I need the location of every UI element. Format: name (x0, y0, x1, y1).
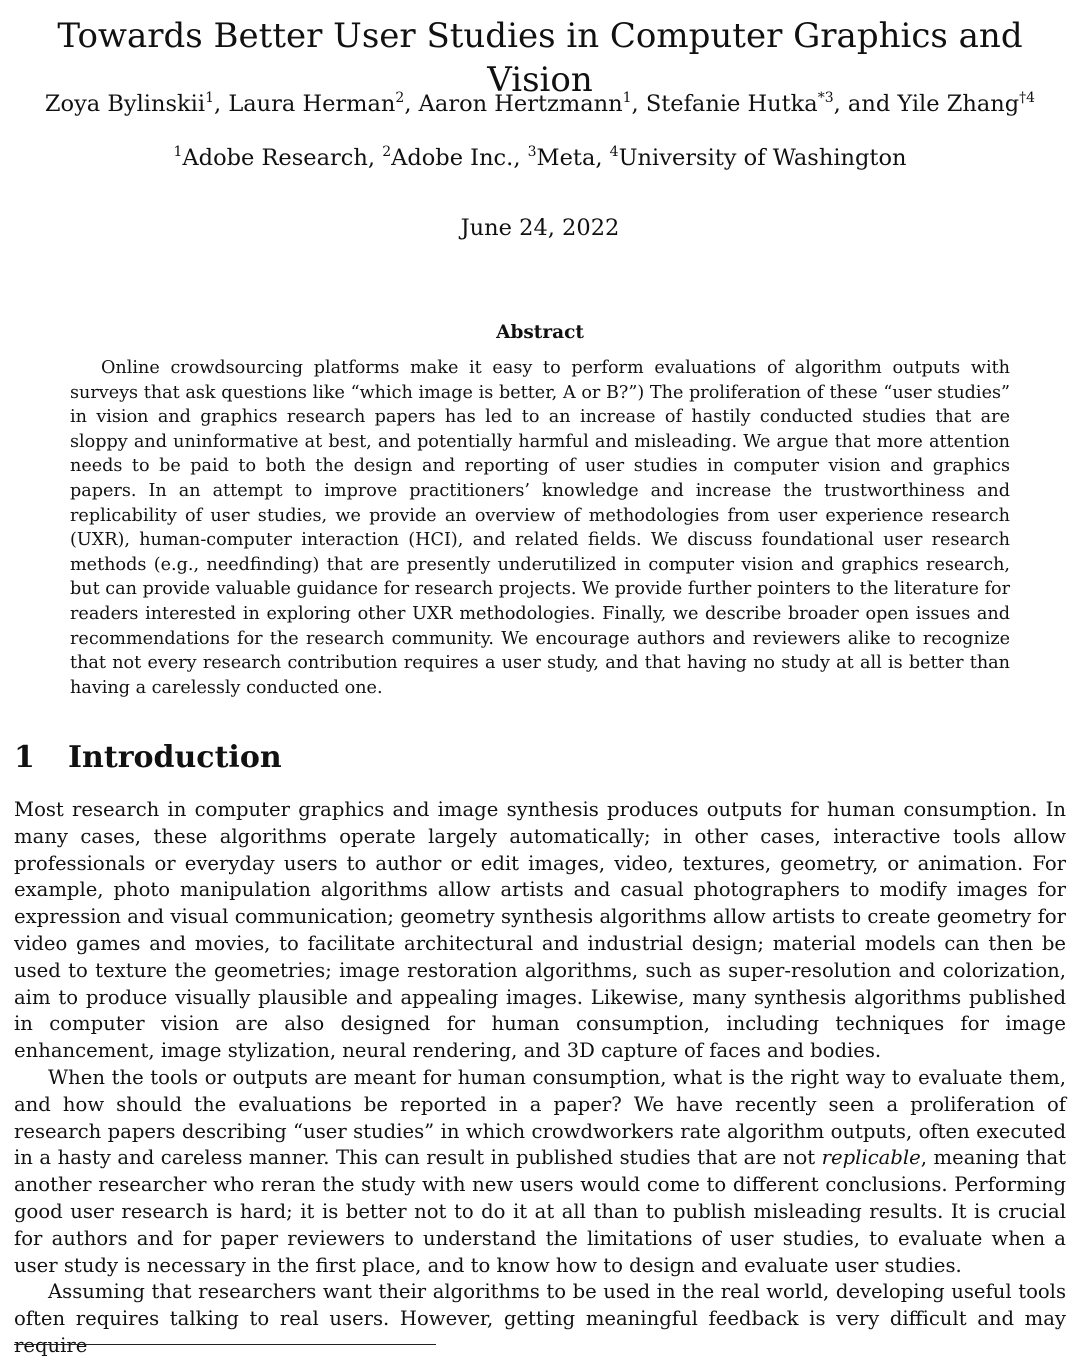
abstract-text: Online crowdsourcing platforms make it easy to perform evaluations of algorithm outputs with surveys that ask questions like “which image is better, A or B?”) The proliferation of these “user studies” in vision and graphics research papers has led to an increase of hastily conducted studies that are sloppy and uninformative at best, and potentially harmful and misleading. We argue that more attention needs to be paid to both the design and reporting of user studies in computer vision and graphics papers. In an attempt to improve practitioners’ knowledge and increase the trustworthiness and replicability of user studies, we provide an overview of methodologies from user experience research (UXR), human-computer interaction (HCI), and related fields. We discuss foundational user research methods (e.g., needfinding) that are presently underutilized in computer vision and graphics research, but can provide valuable guidance for research projects. We provide further pointers to the literature for readers interested in exploring other UXR methodologies. Finally, we describe broader open issues and recommendations for the research community. We encourage authors and reviewers alike to recognize that not every research contribution requires a user study, and that having no study at all is better than having a carelessly conducted one. (70, 358, 1010, 698)
section-number: 1 (14, 740, 35, 775)
affiliation-separator: , (513, 145, 528, 171)
author-affiliation-mark: 1 (622, 90, 632, 106)
author-affiliation-mark: 1 (205, 90, 214, 106)
author (228, 91, 418, 117)
emphasis-text: replicable (821, 1146, 921, 1170)
affiliation-name: University of Washington (618, 145, 907, 171)
author-name: Aaron Hertzmann (418, 91, 623, 117)
affiliation (610, 145, 907, 171)
intro-paragraph (14, 1065, 1066, 1279)
author (897, 91, 1035, 117)
introduction-body (14, 797, 1066, 1360)
author (45, 91, 228, 117)
author-name: Stefanie Hutka (645, 91, 818, 117)
author-name: Laura Herman (228, 91, 396, 117)
affiliation-name: Meta (536, 145, 596, 171)
footnote-divider (14, 1344, 436, 1345)
author-separator: , (214, 91, 229, 117)
affiliation-list (0, 142, 1080, 174)
intro-paragraph: Assuming that researchers want their algorithms to be used in the real world, developing useful tools often requires talking to real users. However, getting meaningful feedback is very difficult and may require (14, 1280, 1066, 1357)
paper-title: Towards Better User Studies in Computer Graphics and Vision (57, 16, 1023, 100)
affiliation (174, 145, 383, 171)
intro-text: When the tools or outputs are meant for human consumption, what is the right way to evaluate them, and how should the evaluations be reported in a paper? We have recently seen a proliferation of research papers describing “user studies” in which crowdworkers rate algorithm outputs, often executed in a hasty and careless manner. This can result in published studies that are not (14, 1065, 1066, 1170)
author-name: Yile Zhang (897, 91, 1020, 117)
affiliation-mark: 2 (382, 144, 392, 160)
author-affiliation-mark: †4 (1019, 90, 1036, 106)
author-separator: , (631, 91, 646, 117)
author-separator: , (404, 91, 419, 117)
affiliation-separator: , (367, 145, 383, 171)
author (646, 91, 898, 117)
affiliation-name: Adobe Inc. (391, 145, 514, 171)
affiliation (528, 145, 610, 171)
author-list (0, 88, 1080, 120)
intro-paragraph: Most research in computer graphics and image synthesis produces outputs for human consumption. In many cases, these algorithms operate largely automatically; in other cases, interactive tools allow professionals or everyday users to author or edit images, video, textures, geometry, or animation. For example, photo manipulation algorithms allow artists and casual photographers to modify images for expression and visual communication; geometry synthesis algorithms allow artists to create geometry for video games and movies, to facilitate architectural and industrial design; material models can then be used to texture the geometries; image restoration algorithms, such as super-resolution and colorization, aim to produce visually plausible and appealing images. Likewise, many synthesis algorithms published in computer vision are also designed for human consumption, including techniques for image enhancement, image stylization, neural rendering, and 3D capture of faces and bodies. (14, 798, 1066, 1063)
author-separator: , and (833, 91, 898, 117)
affiliation (382, 145, 527, 171)
author (419, 91, 646, 117)
affiliation-name: Adobe Research (182, 145, 368, 171)
affiliation-mark: 4 (609, 144, 619, 160)
author-affiliation-mark: 2 (395, 90, 405, 106)
section-heading (14, 738, 282, 778)
affiliation-mark: 3 (527, 144, 537, 160)
affiliation-mark: 1 (173, 144, 183, 160)
abstract-heading: Abstract (496, 322, 584, 343)
author-name: Zoya Bylinskii (44, 91, 206, 117)
intro-text: , meaning that another researcher who reran the study with new users would come to different conclusions. Performing good user research is hard; it is better not to do it at all than to publish misleading results. It is crucial for authors and for paper reviewers to understand the limitations of user studies, to evaluate when a user study is necessary in the first place, and to know how to design and evaluate user studies. (14, 1146, 1067, 1277)
affiliation-separator: , (595, 145, 610, 171)
section-title: Introduction (68, 740, 282, 775)
publication-date: June 24, 2022 (460, 215, 620, 241)
author-affiliation-mark: *3 (817, 90, 834, 106)
